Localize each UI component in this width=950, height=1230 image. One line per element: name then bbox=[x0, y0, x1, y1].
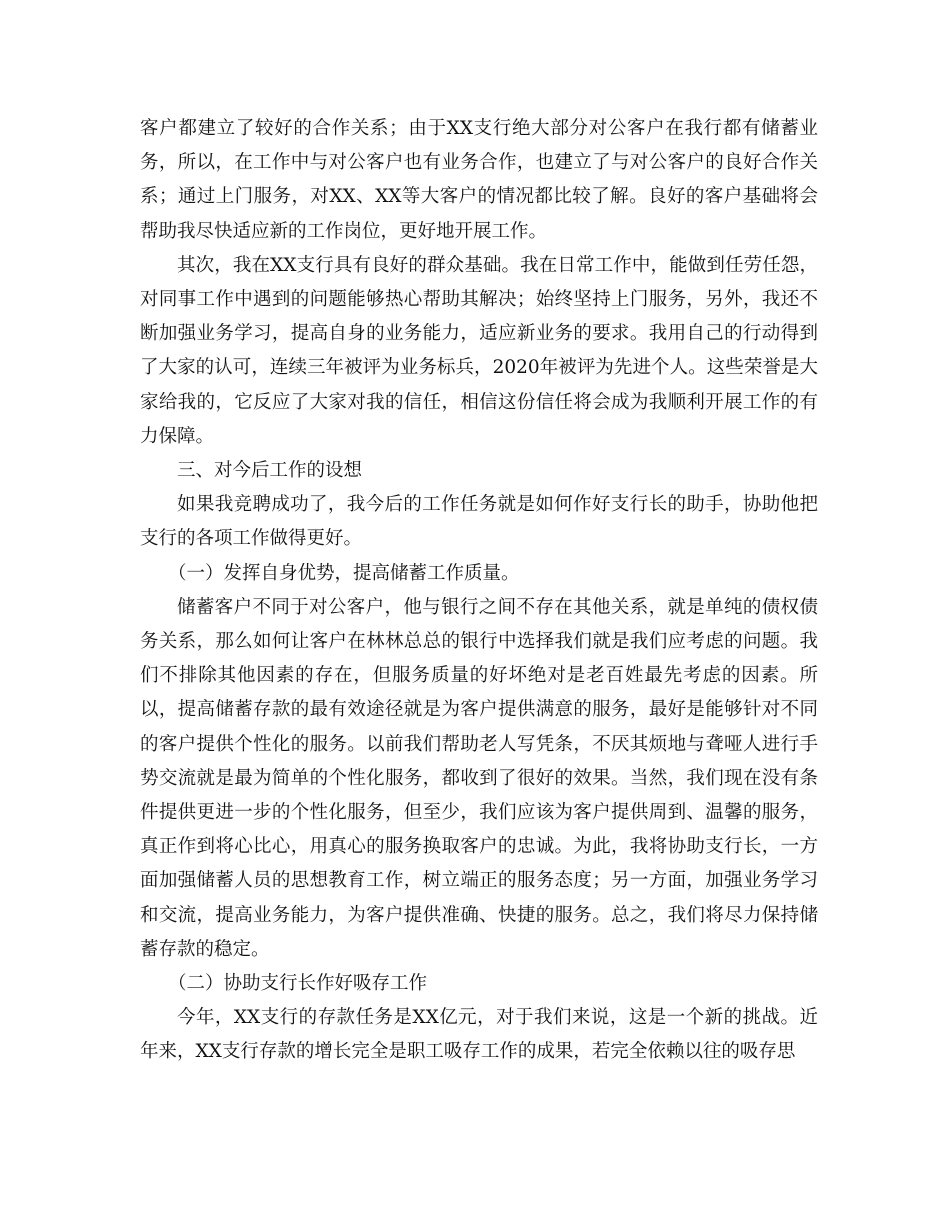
subheading-savings-quality: （一）发挥自身优势，提高储蓄工作质量。 bbox=[168, 562, 520, 584]
paragraph-savings-service: 储蓄客户不同于对公客户，他与银行之间不存在其他关系，就是单纯的债权债务关系，那么如何让客户在林林总总的银行中选择我们就是我们应考虑的问题。我们不排除其他因素的存在，但服务质量的好坏绝对是老百姓最先考虑的因素。所以，提高储蓄存款的最有效途径就是为客户提供满意的服务，最好是能够针对不同的客户提供个性化的服务。以前我们帮助老人写凭条，不厌其烦地与聋哑人进行手势交流就是最为简单的个性化服务，都收到了很好的效果。当然，我们现在没有条件提供更进一步的个性化服务，但至少，我们应该为客户提供周到、温馨的服务，真正作到将心比心，用真心的服务换取客户的忠诚。为此，我将协助支行长，一方面加强储蓄人员的思想教育工作，树立端正的服务态度；另一方面，加强业务学习和交流，提高业务能力，为客户提供准确、快捷的服务。总之，我们将尽力保持储蓄存款的稳定。 bbox=[140, 596, 818, 960]
paragraph-customer-relations: 客户都建立了较好的合作关系；由于XX支行绝大部分对公客户在我行都有储蓄业务，所以，在工作中与对公客户也有业务合作，也建立了与对公客户的良好合作关系；通过上门服务，对XX、XX等大客户的情况都比较了解。良好的客户基础将会帮助我尽快适应新的工作岗位，更好地开展工作。 bbox=[140, 118, 818, 242]
section-heading-future-plans: 三、对今后工作的设想 bbox=[177, 460, 363, 482]
paragraph-mass-foundation: 其次，我在XX支行具有良好的群众基础。我在日常工作中，能做到任劳任怨，对同事工作中遇到的问题能够热心帮助其解决；始终坚持上门服务，另外，我还不断加强业务学习，提高自身的业务能力，适应新业务的要求。我用自己的行动得到了大家的认可，连续三年被评为业务标兵，2020年被评为先进个人。这些荣誉是大家给我的，它反应了大家对我的信任，相信这份信任将会成为我顺利开展工作的有力保障。 bbox=[140, 254, 818, 447]
paragraph-assistant-role: 如果我竞聘成功了，我今后的工作任务就是如何作好支行长的助手，协助他把支行的各项工作做得更好。 bbox=[140, 494, 818, 550]
document-body bbox=[140, 112, 818, 1070]
paragraph-deposit-task: 今年，XX支行的存款任务是XX亿元，对于我们来说，这是一个新的挑战。近年来，XX支行存款的增长完全是职工吸存工作的成果，若完全依赖以往的吸存思 bbox=[140, 1007, 818, 1063]
subheading-deposit-work: （二）协助支行长作好吸存工作 bbox=[168, 973, 428, 995]
